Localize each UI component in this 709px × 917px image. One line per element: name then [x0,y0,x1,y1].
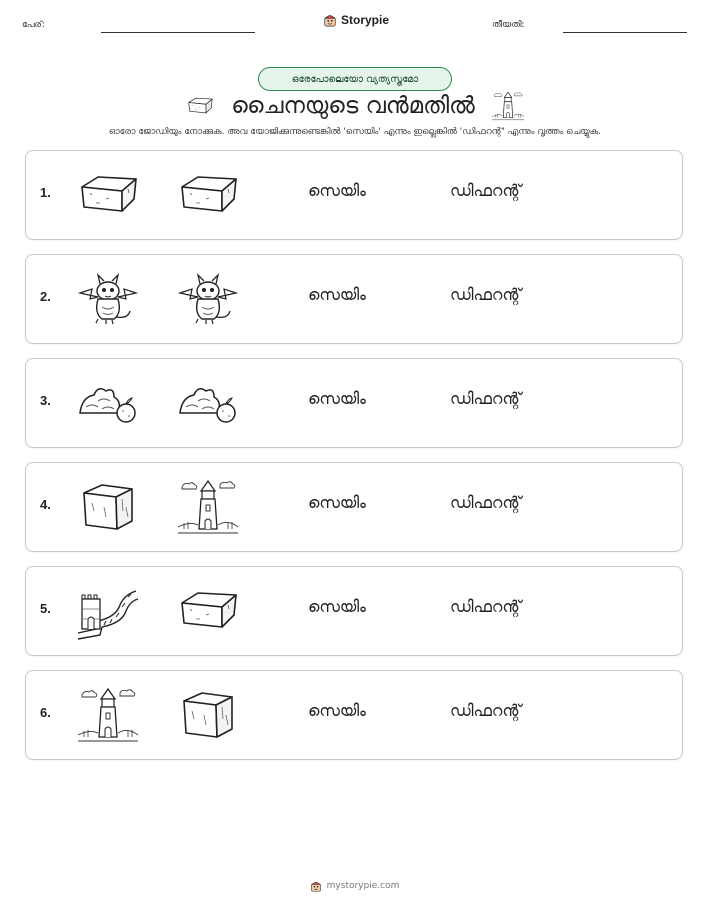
row-number: 4. [40,497,51,512]
dragon-icon [176,269,240,329]
worksheet-header [0,0,709,50]
right-picture [176,581,240,641]
date-label: തീയതി: [492,20,525,30]
right-picture [176,477,240,537]
title-row [165,88,545,124]
right-picture [176,373,240,433]
different-option[interactable]: ഡിഫറന്റ് [450,181,522,200]
storypie-logo-icon [310,880,322,892]
same-option[interactable]: സെയിം [308,285,366,304]
dragon-icon [76,269,140,329]
worksheet-type-badge: ഒരേപോലെയോ വ്യത്യസ്തമോ [258,67,452,91]
storypie-logo-icon [323,13,337,27]
name-field-line[interactable] [101,32,255,33]
same-option[interactable]: സെയിം [308,493,366,512]
exercise-row [25,566,683,656]
exercise-row [25,462,683,552]
right-picture [176,165,240,225]
brick-icon [176,165,240,225]
brand-name: Storypie [341,13,390,27]
exercise-row [25,150,683,240]
left-picture [76,477,140,537]
row-number: 6. [40,705,51,720]
different-option[interactable]: ഡിഫറന്റ് [450,389,522,408]
left-picture [76,269,140,329]
row-number: 1. [40,185,51,200]
dumpling-orange-icon [76,373,140,433]
brick-icon [185,93,215,119]
same-option[interactable]: സെയിം [308,597,366,616]
footer [0,880,709,892]
right-picture [176,685,240,745]
exercise-row [25,670,683,760]
left-picture [76,165,140,225]
row-number: 3. [40,393,51,408]
date-field-line[interactable] [563,32,687,33]
row-number: 2. [40,289,51,304]
name-label: പേര്: [22,20,45,30]
left-picture [76,373,140,433]
watchtower-icon [491,88,525,124]
page-title: ചൈനയുടെ വൻമതിൽ [231,93,475,119]
left-picture [76,685,140,745]
watchtower-icon [176,477,240,537]
stone-block-icon [176,685,240,745]
different-option[interactable]: ഡിഫറന്റ് [450,597,522,616]
brand-logo [323,13,389,27]
exercise-row [25,358,683,448]
dumpling-orange-icon [176,373,240,433]
great-wall-icon [76,581,140,641]
brick-icon [76,165,140,225]
same-option[interactable]: സെയിം [308,389,366,408]
same-option[interactable]: സെയിം [308,701,366,720]
different-option[interactable]: ഡിഫറന്റ് [450,285,522,304]
stone-block-icon [76,477,140,537]
same-option[interactable]: സെയിം [308,181,366,200]
left-picture [76,581,140,641]
right-picture [176,269,240,329]
row-number: 5. [40,601,51,616]
footer-url: mystorypie.com [326,881,400,891]
watchtower-icon [76,685,140,745]
different-option[interactable]: ഡിഫറന്റ് [450,701,522,720]
different-option[interactable]: ഡിഫറന്റ് [450,493,522,512]
exercise-row [25,254,683,344]
instructions-text: ഓരോ ജോഡിയും നോക്കുക. അവ യോജിക്കുന്നുണ്ടെങ്കിൽ 'സെയിം' എന്നും ഇല്ലെങ്കിൽ 'ഡിഫറന്റ്' എന്നും വൃത്തം ചെയ്യുക. [108,127,602,137]
brick-icon [176,581,240,641]
